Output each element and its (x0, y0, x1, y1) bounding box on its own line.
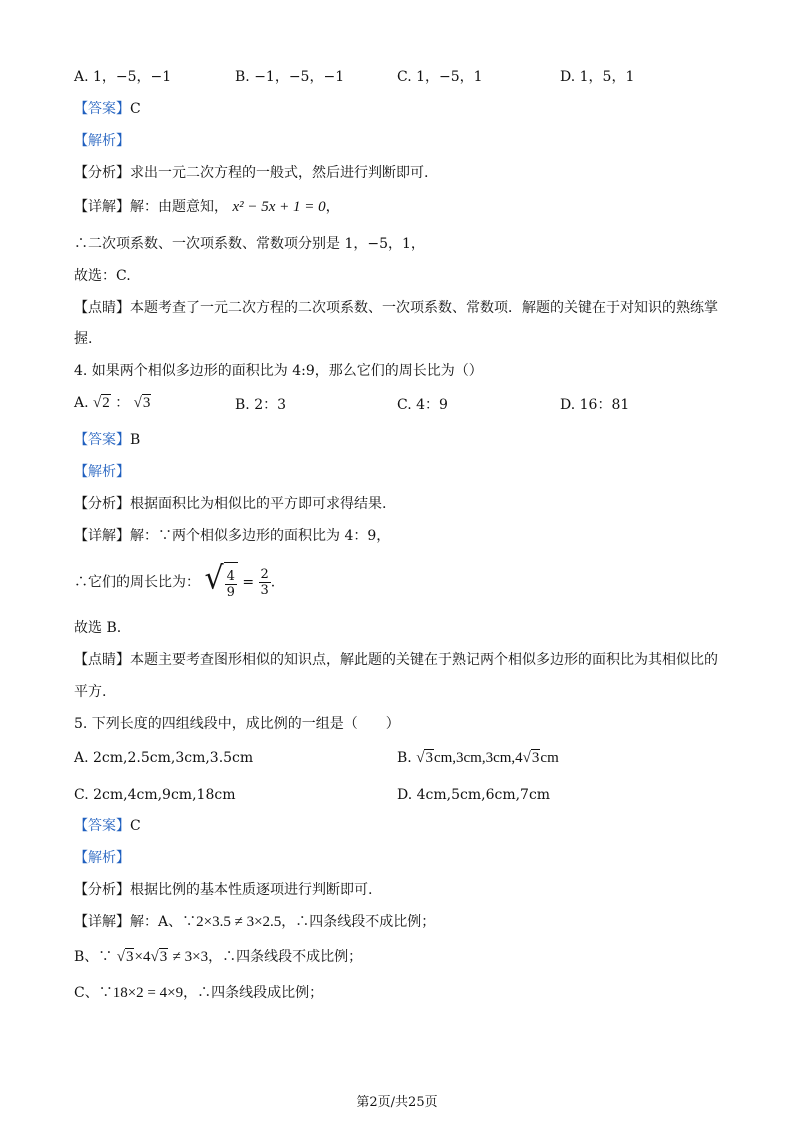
answer-tag: 【答案】 (74, 818, 130, 834)
q5-fenxi (74, 881, 372, 899)
jiexi-tag: 【解析】 (74, 464, 130, 480)
answer-value: C (130, 101, 141, 117)
fenxi-text: 求出一元二次方程的一般式，然后进行判断即可. (130, 165, 429, 181)
sqrt-fraction (204, 559, 237, 603)
line-c-math: 18×2 = 4×9 (112, 985, 184, 1001)
q5-xiangjie-c (74, 984, 323, 1002)
q5-option-c: C. 2cm,4cm,9cm,18cm (74, 787, 236, 803)
xiangjie-tag: 【详解】 (74, 914, 130, 930)
q3-option-d: D. 1，5，1 (560, 69, 635, 85)
line-a-post: ，∴四条线段不成比例； (281, 914, 436, 930)
q3-option-c: C. 1，−5，1 (397, 69, 483, 85)
q3-jiexi (74, 132, 130, 150)
radicand: 3 (142, 395, 151, 411)
line-b-mid: ×4 (134, 949, 151, 965)
fenxi-tag: 【分析】 (74, 165, 130, 181)
q4-xiangjie (74, 527, 390, 545)
fraction-2-3 (259, 567, 271, 598)
fraction-4-9 (225, 569, 237, 600)
q4-choose: 故选 B. (74, 620, 122, 636)
xiangjie-text: 解：∵两个相似多边形的面积比为 4：9， (130, 528, 391, 544)
opt-b-mid: cm,3cm,3cm,4 (433, 750, 523, 766)
radicand: 2 (102, 395, 110, 411)
q4-dianjing (74, 651, 718, 669)
q3-xiangjie (74, 198, 340, 216)
fenxi-tag: 【分析】 (74, 882, 130, 898)
frac-den: 9 (226, 584, 235, 600)
answer-tag: 【答案】 (74, 101, 130, 117)
q5-answer (74, 817, 141, 835)
q3-dianjing-cont: 握. (74, 331, 93, 347)
q5-question: 5. 下列长度的四组线段中，成比例的一组是（ ） (74, 716, 400, 732)
q4-option-c: C. 4：9 (397, 397, 448, 413)
xiangjie-pre: 解：由题意知， (130, 199, 228, 215)
radicand: 3 (159, 949, 168, 965)
page-footer: 第2页/共25页 (356, 1095, 438, 1110)
q4-ratio (74, 559, 276, 603)
jiexi-tag: 【解析】 (74, 133, 130, 149)
equation: x² − 5x + 1 = 0 (232, 199, 326, 215)
q3-fenxi (74, 164, 428, 182)
line-a-pre: 解：A、∵ (130, 914, 197, 930)
answer-tag: 【答案】 (74, 432, 130, 448)
q5-option-a: A. 2cm,2.5cm,3cm,3.5cm (74, 750, 254, 766)
line-a-math: 2×3.5 ≠ 3×2.5 (196, 914, 282, 930)
ratio-pre: ∴它们的周长比为： (74, 574, 200, 591)
q5-jiexi (74, 849, 130, 867)
ratio-sep: ： (115, 395, 130, 411)
q5-option-d: D. 4cm,5cm,6cm,7cm (397, 787, 551, 803)
radicand: 3 (425, 750, 433, 766)
q3-option-b: B. −1，−5，−1 (235, 69, 345, 85)
line-c-post: ，∴四条线段成比例； (183, 985, 324, 1001)
q4-option-d: D. 16：81 (560, 397, 630, 413)
q4-dianjing-cont: 平方. (74, 684, 107, 700)
frac-num: 2 (260, 567, 269, 582)
q4-option-a: A. √2 ： √3 (74, 395, 151, 411)
sqrt-icon: √ (204, 559, 224, 597)
opt-a-label: A. (74, 395, 89, 411)
q5-xiangjie-a (74, 913, 435, 931)
frac-den: 3 (260, 583, 269, 598)
line-b-post: ，∴四条线段不成比例； (208, 949, 363, 965)
opt-b-end: cm (540, 750, 559, 766)
line-b-math: ≠ 3×3 (172, 949, 209, 965)
dianjing-tag: 【点睛】 (74, 652, 130, 668)
dianjing-text: 本题考查了一元二次方程的二次项系数、一次项系数、常数项．解题的关键在于对知识的熟练掌 (130, 300, 718, 316)
dianjing-tag: 【点睛】 (74, 300, 130, 316)
xiangjie-tag: 【详解】 (74, 528, 130, 544)
q3-answer (74, 100, 141, 118)
radicand: 3 (125, 949, 134, 965)
line-b-pre: B、∵ (74, 949, 113, 965)
q4-question: 4. 如果两个相似多边形的面积比为 4:9，那么它们的周长比为（） (74, 363, 483, 379)
q3-option-a: A. 1，−5，−1 (74, 69, 172, 85)
ratio-post: . (270, 574, 276, 591)
answer-value: C (130, 818, 141, 834)
q5-option-b: B. √3cm,3cm,3cm,4√3cm (397, 750, 559, 766)
fenxi-text: 根据比例的基本性质逐项进行判断即可. (130, 882, 373, 898)
answer-value: B (130, 432, 141, 448)
fenxi-text: 根据面积比为相似比的平方即可求得结果. (130, 496, 387, 512)
dianjing-text: 本题主要考查图形相似的知识点，解此题的关键在于熟记两个相似多边形的面积比为其相似比的 (130, 652, 718, 668)
q3-conclusion: ∴二次项系数、一次项系数、常数项分别是 1，−5，1， (74, 236, 425, 252)
jiexi-tag: 【解析】 (74, 850, 130, 866)
q4-jiexi (74, 463, 130, 481)
q3-dianjing (74, 299, 718, 317)
q4-answer (74, 431, 140, 449)
opt-b-label: B. (397, 750, 412, 766)
equals-sign: = (242, 574, 255, 591)
xiangjie-tag: 【详解】 (74, 199, 130, 215)
frac-num: 4 (226, 568, 235, 584)
q3-choose: 故选：C. (74, 268, 131, 284)
q5-xiangjie-b: B、∵ √3×4√3 ≠ 3×3，∴四条线段不成比例； (74, 949, 363, 965)
q4-fenxi (74, 495, 386, 513)
radicand: 3 (531, 750, 540, 766)
fenxi-tag: 【分析】 (74, 496, 130, 512)
q4-option-b: B. 2：3 (235, 397, 287, 413)
line-c-pre: C、∵ (74, 985, 113, 1001)
xiangjie-post: ， (325, 199, 340, 215)
